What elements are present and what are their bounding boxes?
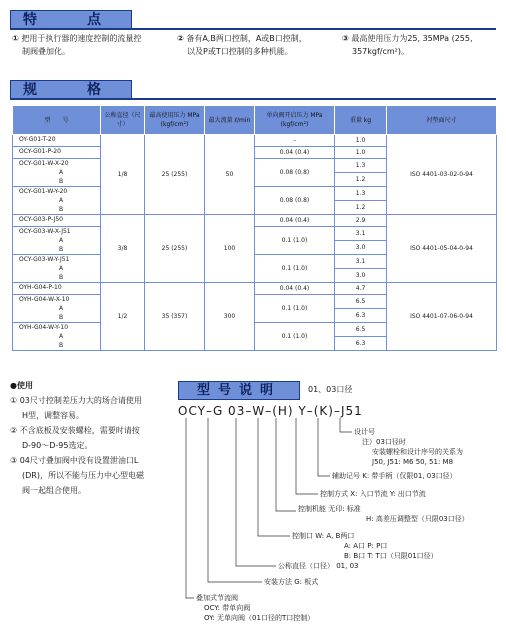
model-name: OYH-G04-W-X-10 (19, 296, 70, 303)
feature-2: ② 备有A,B两口控制，A或B口控制， 以及P或T口控制的多种机能。 (177, 34, 307, 56)
note-line: 阀一起组合使用。 (22, 486, 86, 495)
note-line: H型，调整容易。 (22, 411, 85, 420)
label-port: 控制口 W: A, B两口 (292, 532, 355, 540)
specs-title: 规 格 (10, 80, 132, 100)
gasket-cell: ISO 4401-03-02-0-94 (387, 135, 497, 215)
weight-cell: 1.0 (335, 147, 387, 159)
model-desc-title: 型号说明 (178, 381, 300, 400)
model-name: OCY-G03-W-Y-J51 (19, 256, 70, 263)
model-variant: A (59, 197, 64, 204)
model-desc-subtitle: 01、03口径 (308, 385, 353, 394)
cracking-cell: 0.1 (1.0) (255, 255, 335, 283)
model-variant: A (59, 333, 64, 340)
features-title: 特 点 (10, 10, 132, 30)
label-type: 叠加式节流阀 (196, 594, 238, 602)
label-type-oy: OY: 无单向阀（01口径的T口控制） (204, 614, 315, 622)
model-variant: B (59, 246, 64, 253)
note-line: D-90～D-95选定。 (22, 441, 93, 450)
label-design-note: 注）03口径时 (362, 438, 406, 446)
note-line: ① 03尺寸控制差压力大的场合请使用 (10, 396, 142, 405)
label-control: 控制方式 X: 入口节流 Y: 出口节流 (320, 490, 426, 498)
weight-cell: 6.3 (335, 337, 387, 351)
weight-cell: 2.9 (335, 215, 387, 227)
col-pressure: 最高使用压力 MPa (kgf/cm²) (145, 106, 205, 135)
model-variant: B (59, 178, 64, 185)
label-size: 公称直径（口径） 01, 03 (278, 562, 359, 570)
feature-1: ① 把用于执行器的速度控制的流量控 制阀叠加化。 (12, 34, 142, 56)
model-name: OCY-G03-P-J50 (19, 216, 63, 223)
label-design-no: 设计号 (354, 428, 375, 436)
label-design-bolts: J50, J51: M6 50, 51: M8 (372, 458, 454, 466)
model-name: OCY-G01-W-Y-20 (19, 188, 68, 195)
model-name: OY-G01-T-20 (19, 136, 56, 143)
model-name: OCY-G01-P-20 (19, 148, 61, 155)
gasket-cell: ISO 4401-07-06-0-94 (387, 283, 497, 351)
label-aux: 辅助记号 K: 带手柄（仅限01, 03口径） (332, 472, 457, 480)
size-cell: 1/8 (101, 135, 145, 215)
cracking-cell: 0.08 (0.8) (255, 159, 335, 187)
cracking-cell: 0.04 (0.4) (255, 147, 335, 159)
model-variant: B (59, 206, 64, 213)
size-cell: 1/2 (101, 283, 145, 351)
cracking-cell: 0.04 (0.4) (255, 215, 335, 227)
col-cracking: 单向阀开启压力 MPa (kgf/cm²) (255, 106, 335, 135)
cracking-cell: – (255, 135, 335, 147)
cracking-cell: 0.1 (1.0) (255, 227, 335, 255)
weight-cell: 3.0 (335, 241, 387, 255)
model-name: OCY-G03-W-X-J51 (19, 228, 71, 235)
model-code: OCY–G 03–W–(H) Y–(K)–J51 (178, 404, 363, 418)
weight-cell: 1.2 (335, 173, 387, 187)
pressure-cell: 35 (357) (145, 283, 205, 351)
label-port-bt: B: B口 T: T口（只限01口径） (344, 552, 438, 560)
cracking-cell: 0.1 (1.0) (255, 323, 335, 351)
model-variant: A (59, 169, 64, 176)
weight-cell: 6.5 (335, 323, 387, 337)
size-cell: 3/8 (101, 215, 145, 283)
label-mount: 安装方法 G: 板式 (264, 578, 319, 586)
note-line: ③ 04尺寸叠加阀中没有设置泄油口L (10, 456, 139, 465)
model-variant: A (59, 237, 64, 244)
gasket-cell: ISO 4401-05-04-0-94 (387, 215, 497, 283)
weight-cell: 6.3 (335, 309, 387, 323)
feature-3: ③ 最高使用压力为25, 35MPa (255, 357kgf/cm²)。 (342, 34, 473, 56)
pressure-cell: 25 (255) (145, 215, 205, 283)
model-variant: A (59, 265, 64, 272)
note-line: ② 不含底板及安装螺栓，需要时请按 (10, 426, 140, 435)
col-flow: 最大流量 ℓ/min (205, 106, 255, 135)
model-variant: B (59, 342, 64, 349)
weight-cell: 1.3 (335, 159, 387, 173)
col-model: 型 号 (13, 106, 101, 135)
model-variant: B (59, 314, 64, 321)
cracking-cell: 0.1 (1.0) (255, 295, 335, 323)
col-weight: 重量 kg (335, 106, 387, 135)
flow-cell: 50 (205, 135, 255, 215)
pressure-cell: 25 (255) (145, 135, 205, 215)
weight-cell: 3.1 (335, 227, 387, 241)
model-variant: B (59, 274, 64, 281)
cracking-cell: 0.04 (0.4) (255, 283, 335, 295)
weight-cell: 3.1 (335, 255, 387, 269)
weight-cell: 3.0 (335, 269, 387, 283)
label-mech: 控制机能 无印: 标准 (298, 505, 361, 513)
model-variant: A (59, 305, 64, 312)
label-port-ap: A: A口 P: P口 (344, 542, 388, 550)
col-gasket: 衬垫面尺寸 (387, 106, 497, 135)
model-name: OYH-G04-P-10 (19, 284, 62, 291)
cracking-cell: 0.08 (0.8) (255, 187, 335, 215)
label-mech-h: H: 高差压调整型（只限03口径） (366, 515, 469, 523)
model-name: OCY-G01-W-X-20 (19, 160, 69, 167)
weight-cell: 1.0 (335, 135, 387, 147)
weight-cell: 4.7 (335, 283, 387, 295)
weight-cell: 1.2 (335, 201, 387, 215)
weight-cell: 1.3 (335, 187, 387, 201)
col-size: 公称直径（尺寸） (101, 106, 145, 135)
weight-cell: 6.5 (335, 295, 387, 309)
model-name: OYH-G04-W-Y-10 (19, 324, 69, 331)
flow-cell: 300 (205, 283, 255, 351)
notes-title: ●使用 (10, 381, 33, 390)
label-design-rel: 安装螺栓和设计序号的关系为 (372, 448, 463, 456)
flow-cell: 100 (205, 215, 255, 283)
label-type-ocy: OCY: 带单向阀 (204, 604, 251, 612)
note-line: (DR)，所以不能与压力中心型电磁 (22, 471, 144, 480)
